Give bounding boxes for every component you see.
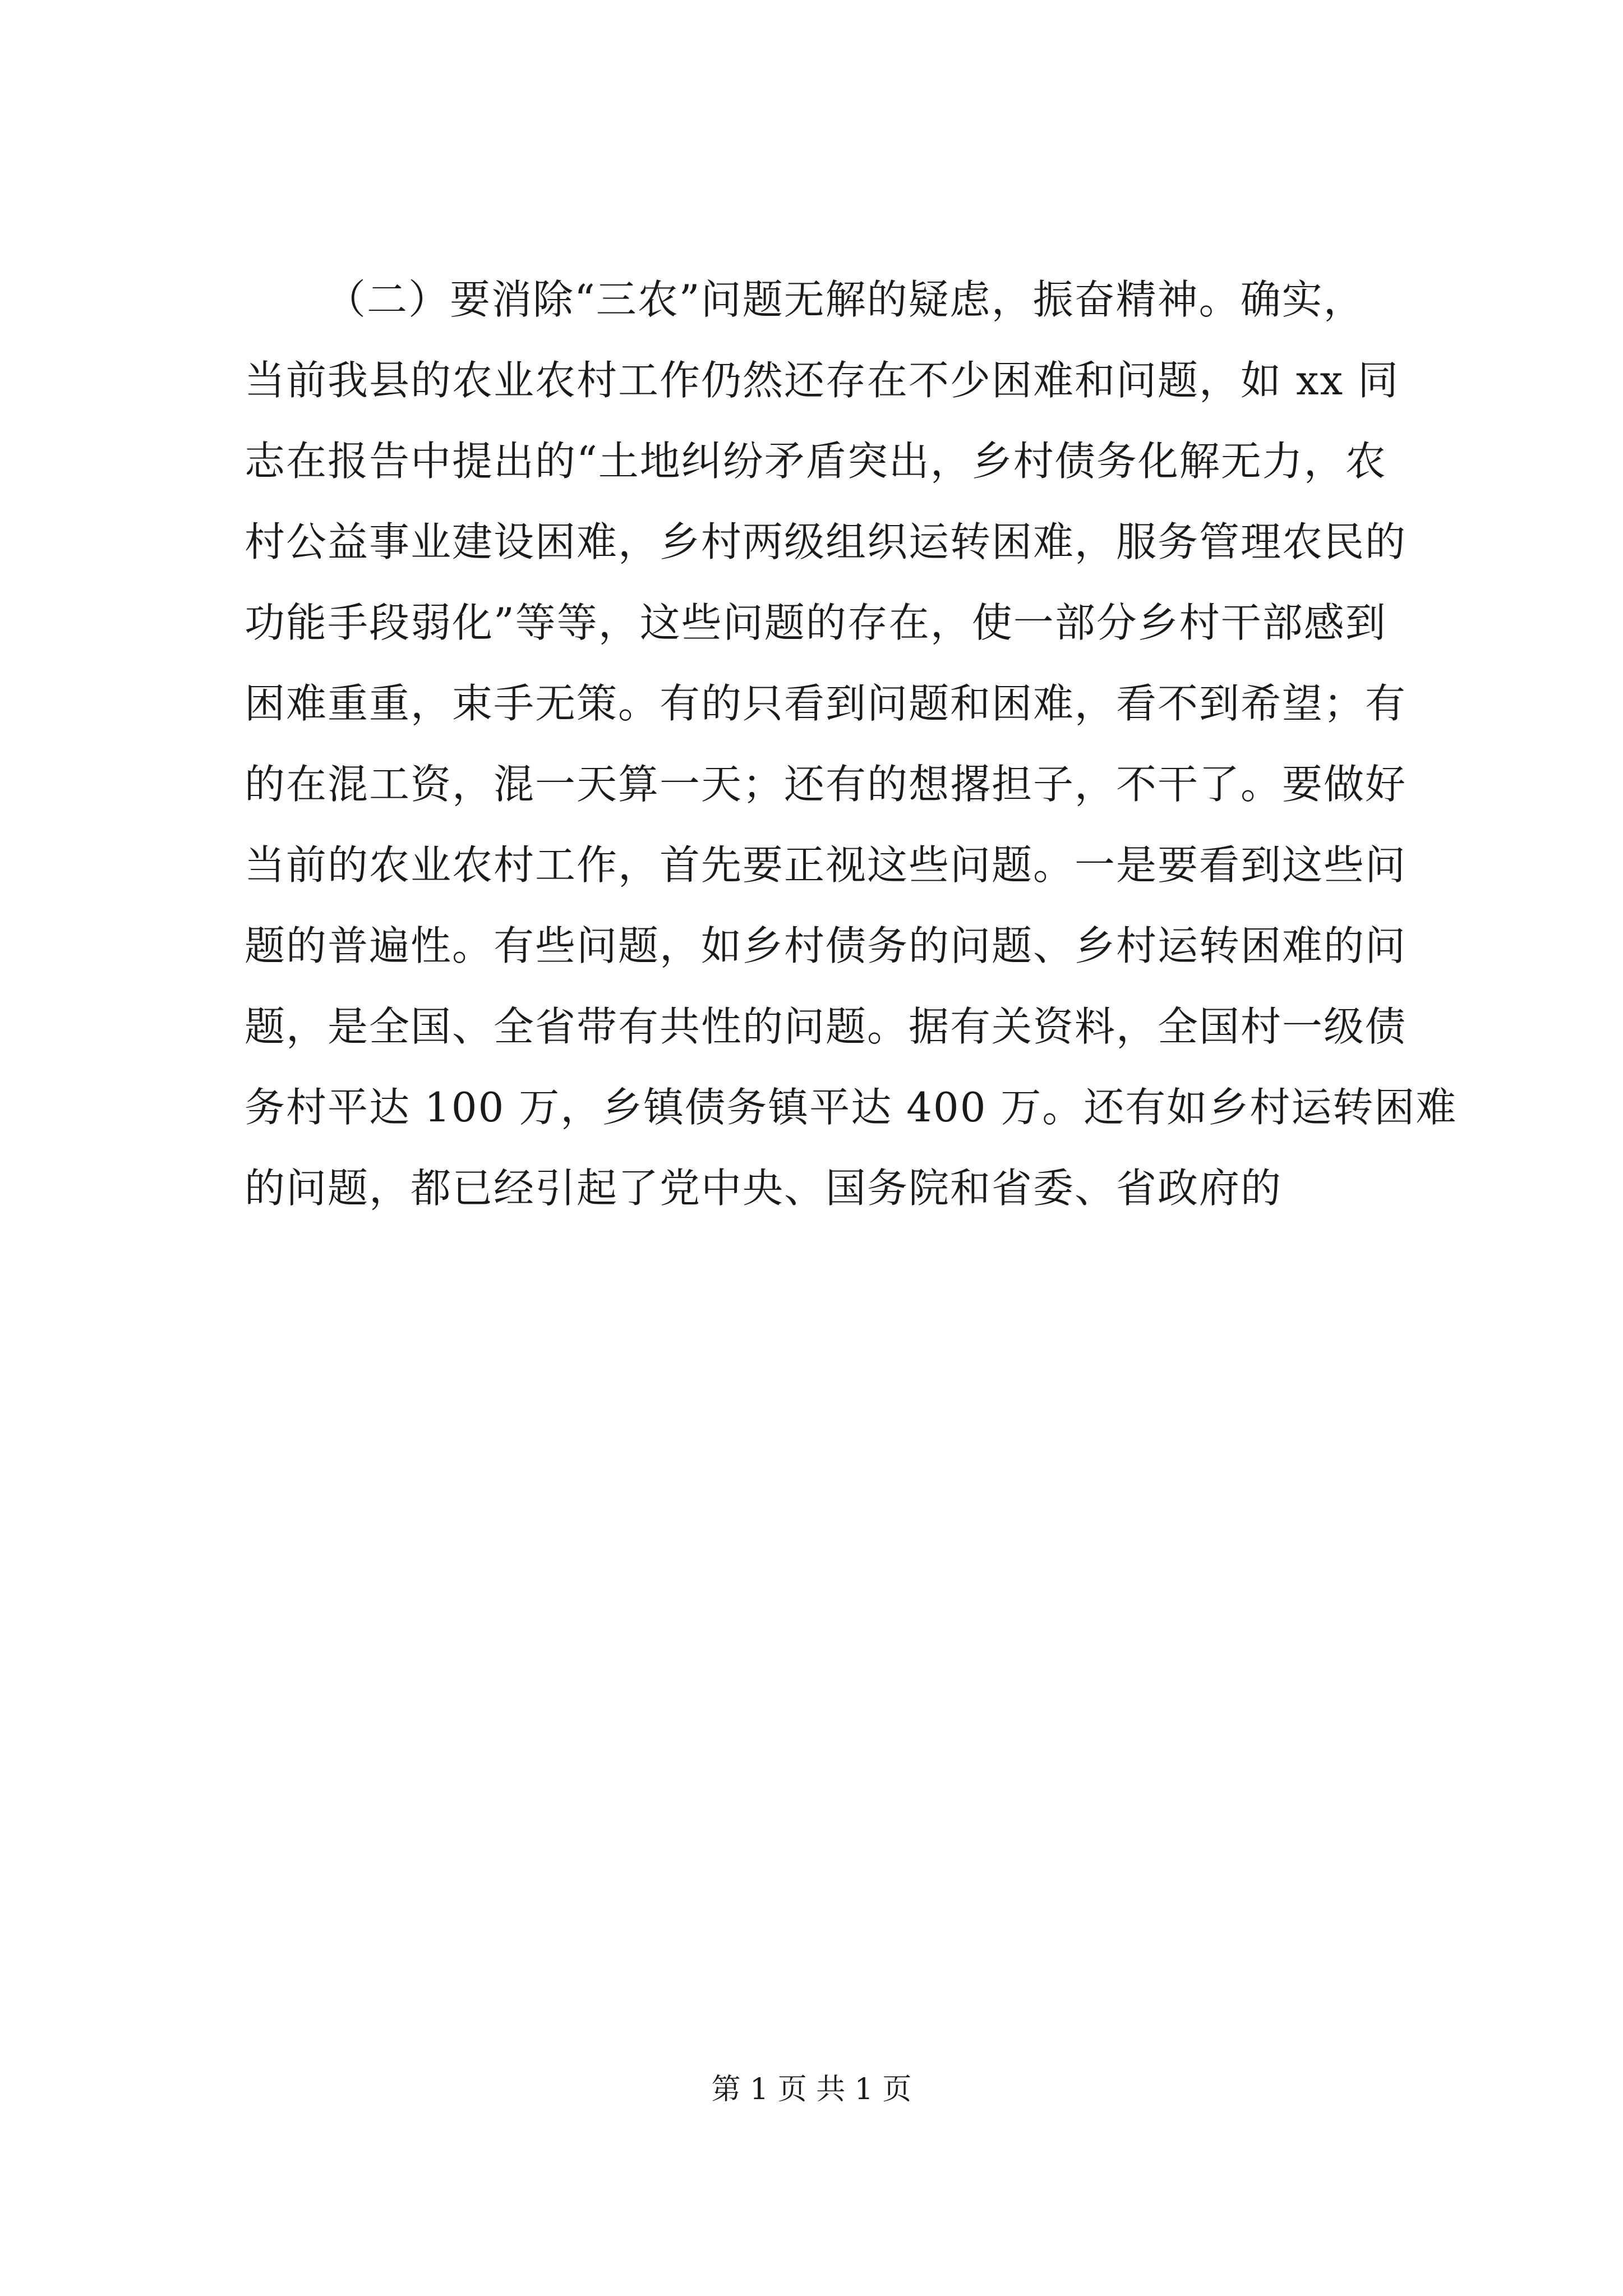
paragraph-line: 功能手段弱化”等等，这些问题的存在，使一部分乡村干部感到 bbox=[245, 599, 1387, 646]
paragraph-line: （二）要消除“三农”问题无解的疑虑，振奋精神。确实， bbox=[325, 276, 1365, 323]
body-paragraph bbox=[245, 259, 1458, 1228]
page-footer bbox=[0, 2070, 1623, 2109]
paragraph-line: 志在报告中提出的“土地纠纷矛盾突出，乡村债务化解无力，农 bbox=[245, 438, 1387, 485]
paragraph-line: 当前的农业农村工作，首先要正视这些问题。一是要看到这些问 bbox=[245, 841, 1407, 889]
paragraph-line: 题的普遍性。有些问题，如乡村债务的问题、乡村运转困难的问 bbox=[245, 922, 1407, 969]
paragraph-line: 务村平达 100 万，乡镇债务镇平达 400 万。还有如乡村运转困难 bbox=[245, 1084, 1458, 1131]
paragraph-line: 当前我县的农业农村工作仍然还存在不少困难和问题，如 xx 同 bbox=[245, 357, 1399, 404]
page-number-label: 第 1 页 共 1 页 bbox=[711, 2073, 912, 2106]
paragraph-line: 困难重重，束手无策。有的只看到问题和困难，看不到希望；有 bbox=[245, 680, 1407, 727]
paragraph-line: 的问题，都已经引起了党中央、国务院和省委、省政府的 bbox=[245, 1165, 1283, 1212]
paragraph-line: 题，是全国、全省带有共性的问题。据有关资料，全国村一级债 bbox=[245, 1003, 1407, 1050]
paragraph-line: 的在混工资，混一天算一天；还有的想撂担子，不干了。要做好 bbox=[245, 761, 1407, 808]
paragraph-line: 村公益事业建设困难，乡村两级组织运转困难，服务管理农民的 bbox=[245, 518, 1407, 565]
